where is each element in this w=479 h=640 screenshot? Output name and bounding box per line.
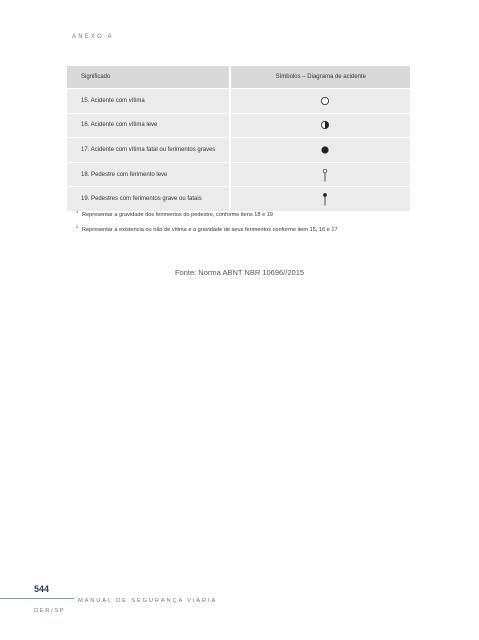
circle-filled-icon [320, 143, 330, 157]
row-symbol-cell [231, 138, 410, 162]
source-citation: Fonte: Norma ABNT NBR 10696//2015 [174, 268, 305, 277]
row-label: 16. Acidente com vítima leve [67, 114, 229, 138]
table-row [67, 163, 410, 188]
footnotes [76, 210, 338, 240]
row-symbol-cell [231, 114, 410, 138]
table-row [67, 89, 410, 114]
row-label: 19. Pedestres com ferimentos grave ou fatais [67, 187, 229, 211]
footer-rule [0, 598, 74, 599]
row-label: 18. Pedestre com ferimento leve [67, 163, 229, 187]
table-row [67, 187, 410, 212]
footnote-text: Representar a gravidade dos ferimentos do pedestre, conforme itens 18 e 19 [82, 212, 273, 218]
footnote-text: Representar a existencia ou não de vítima e a gravidade de seus ferimentos conforme item 15, 16 e 17 [82, 227, 338, 233]
header-symbols: Símbolos – Diagrama de acidente [231, 66, 410, 88]
row-symbol-cell [231, 89, 410, 113]
row-symbol-cell [231, 163, 410, 187]
footnote [76, 225, 338, 240]
row-label: 15. Acidente com vítima [67, 89, 229, 113]
circle-half-icon [320, 118, 330, 132]
page-number: 544 [34, 584, 50, 594]
table-header-row [67, 66, 410, 89]
footer-organization: DER/SP [34, 608, 66, 614]
footnote-mark: 1 [76, 209, 79, 214]
table-row [67, 114, 410, 139]
footer-manual-title: MANUAL DE SEGURANÇA VIÁRIA [78, 598, 218, 604]
header-meaning: Significado [67, 66, 229, 88]
footnote-mark: 2 [76, 224, 79, 229]
row-label: 17. Acidente com vítima fatal ou ferimentos graves [67, 138, 229, 162]
circle-empty-icon [320, 94, 330, 108]
table-row [67, 138, 410, 163]
pedestrian-severe-icon [320, 192, 330, 206]
symbols-table [67, 66, 410, 212]
footnote [76, 210, 338, 225]
running-head: ANEXO A [72, 34, 114, 40]
row-symbol-cell [231, 187, 410, 211]
pedestrian-light-icon [320, 168, 330, 182]
